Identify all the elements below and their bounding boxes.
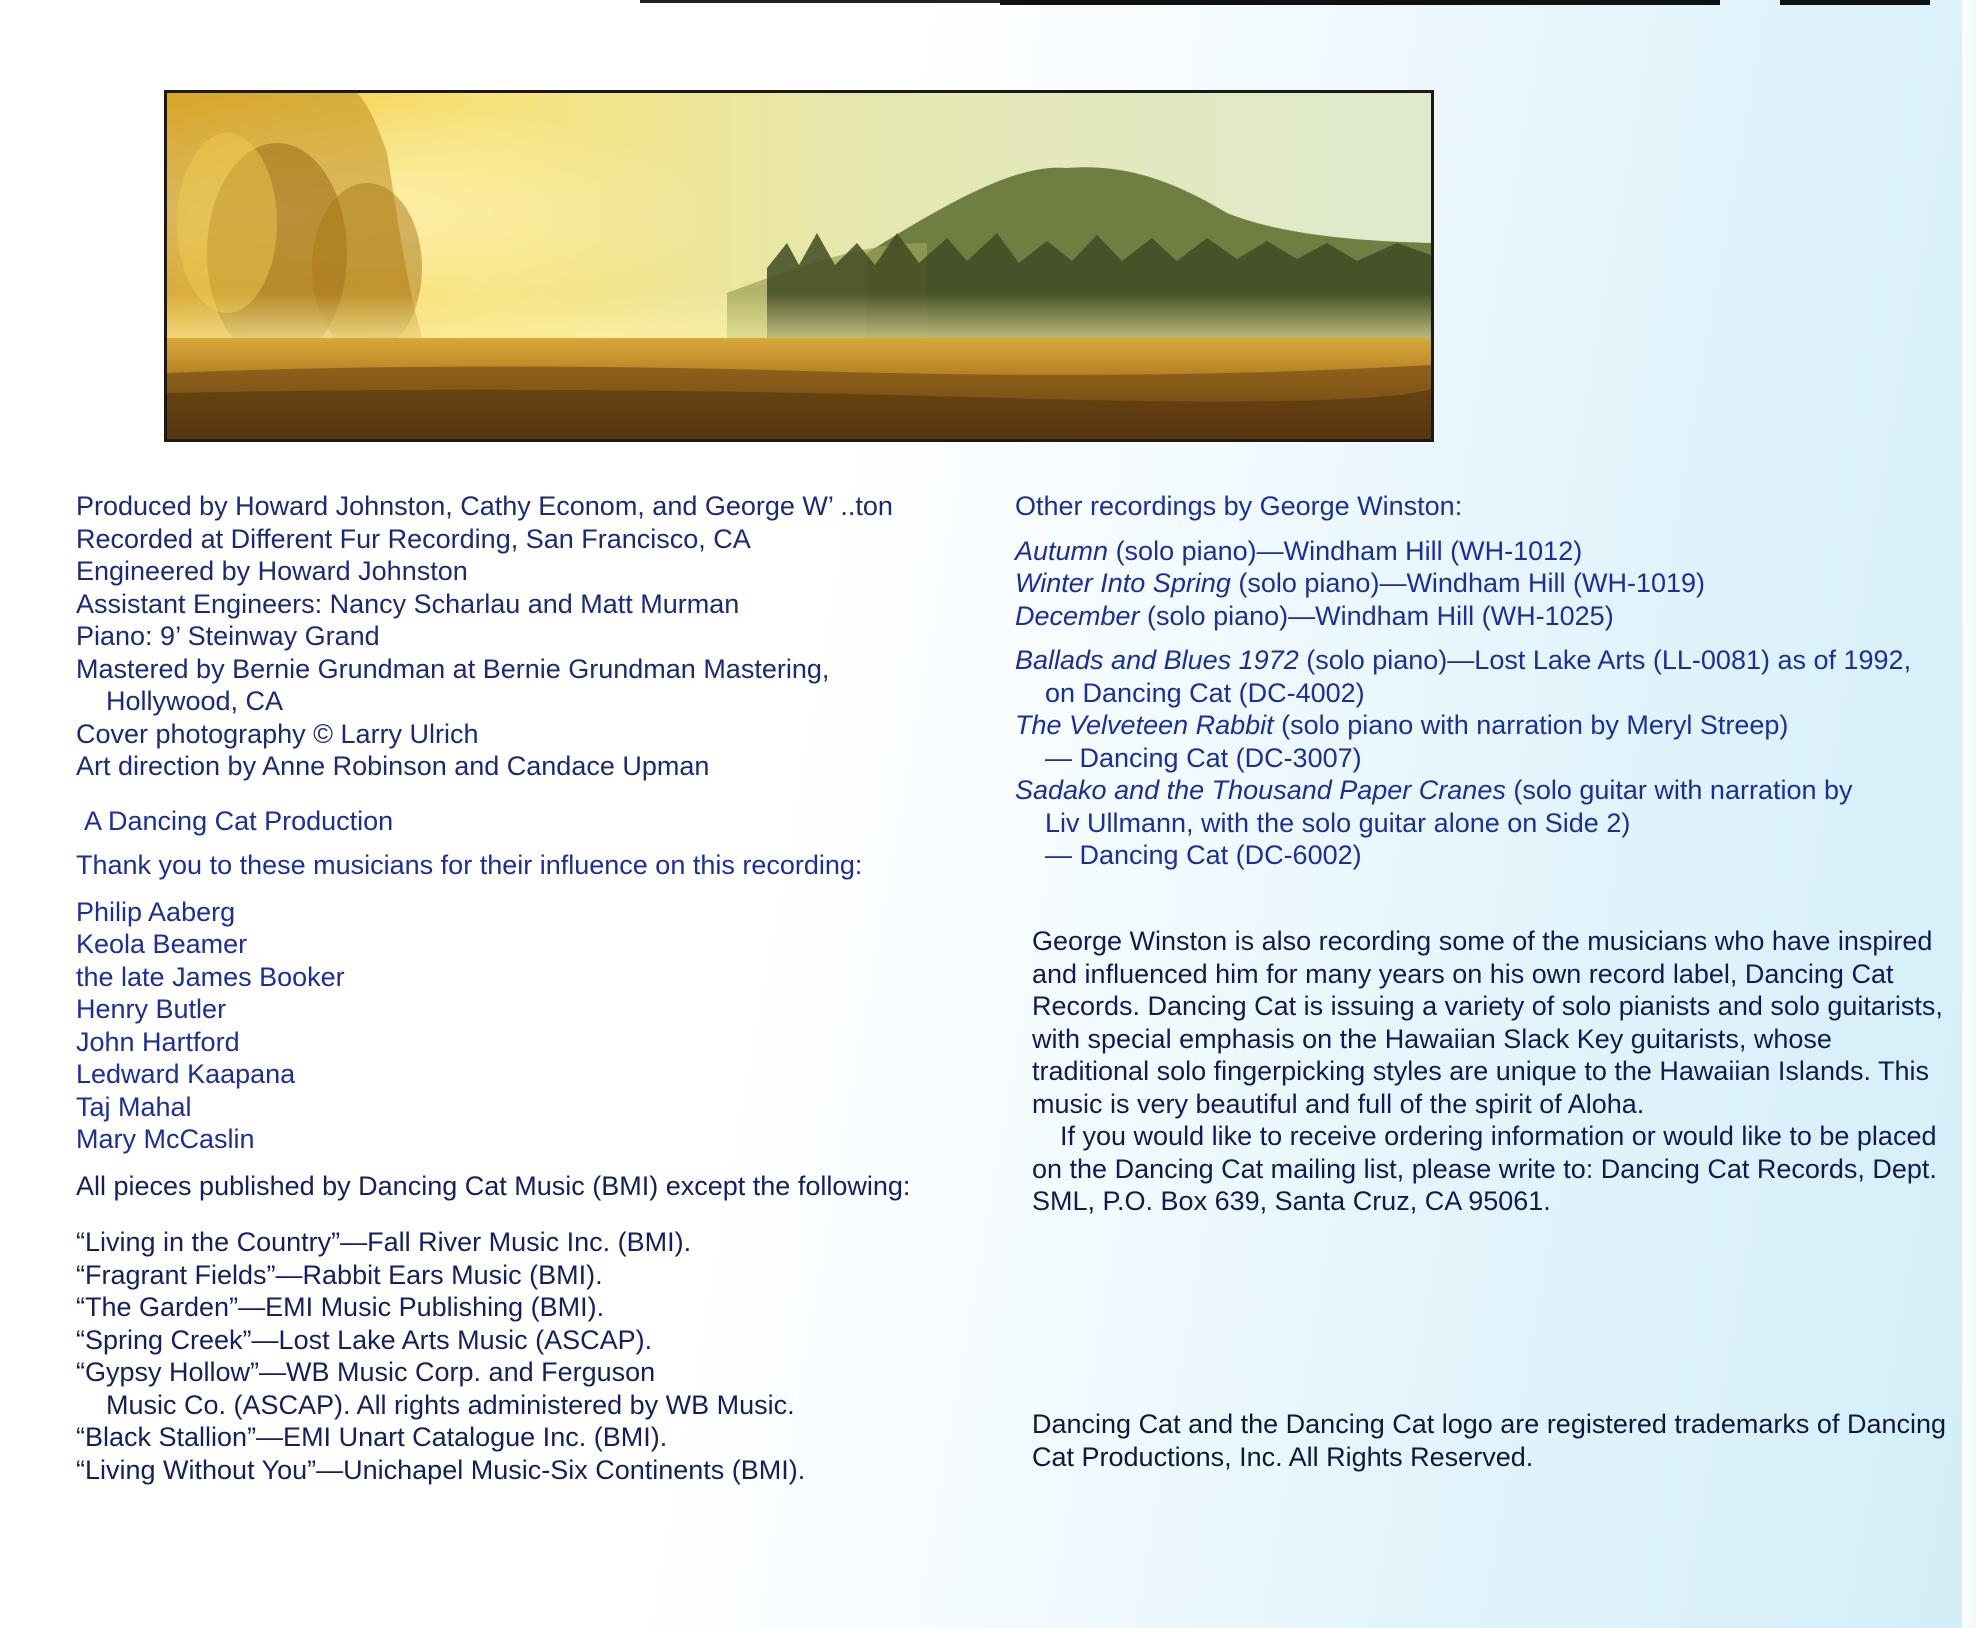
recording-item [1015, 600, 1945, 633]
credit-line: Recorded at Different Fur Recording, San Francisco, CA [76, 523, 751, 554]
publishing-line: Music Co. (ASCAP). All rights administered by WB Music. [106, 1389, 795, 1420]
about-paragraph: George Winston is also recording some of the musicians who have inspired and influenced him for many years on his own record label, Dancing Cat Records. Dancing Cat is issuing a variety of solo pianists and solo guitarists, with special emphasis on the Hawaiian Slack Key guitarists, whose traditional solo fingerpicking styles are unique to the Hawaiian Islands. This music is very beautiful and full of the spirit of Aloha. [1032, 926, 1943, 1119]
recording-details: (solo piano)—Windham Hill (WH-1019) [1230, 568, 1705, 598]
recordings-group-2 [1015, 644, 1945, 872]
publishing-line: “Living Without You”—Unichapel Music-Six Continents (BMI). [76, 1454, 806, 1485]
recording-item [1015, 709, 1945, 742]
musician-name: Taj Mahal [76, 1091, 192, 1122]
recordings-group-1 [1015, 535, 1945, 633]
recording-continuation: — Dancing Cat (DC-6002) [1045, 840, 1362, 870]
other-recordings-heading: Other recordings by George Winston: [1015, 491, 1463, 521]
production-label: A Dancing Cat Production [84, 805, 394, 836]
landscape-photo-icon [167, 93, 1431, 439]
recording-details: (solo piano)—Windham Hill (WH-1012) [1108, 535, 1583, 566]
scan-right-edge [1962, 0, 1976, 1628]
credits-column [76, 490, 1016, 1486]
credit-line: Engineered by Howard Johnston [76, 556, 468, 586]
credit-line: Assistant Engineers: Nancy Scharlau and Matt Murman [76, 588, 740, 619]
publishing-line: “The Garden”—EMI Music Publishing (BMI). [76, 1292, 605, 1322]
publishing-line: “Gypsy Hollow”—WB Music Corp. and Ferguson [76, 1357, 656, 1387]
musician-name: Philip Aaberg [76, 896, 236, 927]
recording-continuation: — Dancing Cat (DC-3007) [1045, 742, 1362, 773]
musician-name: John Hartford [76, 1026, 240, 1057]
musician-name: Ledward Kaapana [76, 1059, 296, 1089]
credit-line: Mastered by Bernie Grundman at Bernie Grundman Mastering, [76, 653, 830, 684]
recording-item [1015, 774, 1945, 807]
recording-continuation: on Dancing Cat (DC-4002) [1045, 677, 1365, 708]
publishing-line: “Living in the Country”—Fall River Music Inc. (BMI). [76, 1227, 692, 1257]
recording-item [1015, 644, 1945, 677]
credit-line: Art direction by Anne Robinson and Candace Upman [76, 751, 710, 781]
credit-line: Hollywood, CA [106, 686, 284, 716]
recording-item [1015, 535, 1945, 568]
scan-edge-line [1000, 0, 1720, 5]
publishing-intro: All pieces published by Dancing Cat Music (BMI) except the following: [76, 1170, 911, 1201]
recording-details: (solo guitar with narration by [1505, 775, 1853, 805]
musician-name: the late James Booker [76, 961, 345, 992]
landscape-photo [164, 90, 1434, 442]
musician-name: Henry Butler [76, 994, 227, 1024]
recording-title: Autumn [1015, 535, 1109, 566]
publishing-line: “Fragrant Fields”—Rabbit Ears Music (BMI). [76, 1259, 603, 1290]
recording-title: Ballads and Blues 1972 [1015, 645, 1299, 675]
credits-list [76, 490, 1016, 783]
recording-title: Sadako and the Thousand Paper Cranes [1015, 775, 1506, 805]
recording-details: (solo piano with narration by Meryl Streep) [1273, 710, 1789, 740]
musicians-list [76, 896, 1016, 1156]
publishing-line: “Black Stallion”—EMI Unart Catalogue Inc. (BMI). [76, 1422, 668, 1452]
recording-continuation: Liv Ullmann, with the solo guitar alone on Side 2) [1045, 807, 1631, 838]
musician-name: Keola Beamer [76, 929, 248, 959]
publishing-list [76, 1226, 1016, 1486]
credit-line: Produced by Howard Johnston, Cathy Econom, and George W’ ..ton [76, 491, 893, 521]
ordering-paragraph: If you would like to receive ordering information or would like to be placed on the Dancing Cat mailing list, please write to: Dancing Cat Records, Dept. SML, P.O. Box 639, Santa Cruz, CA 95061. [1032, 1121, 1937, 1216]
other-recordings-column [1015, 490, 1945, 872]
about-dancing-cat [1032, 925, 1952, 1218]
musician-name: Mary McCaslin [76, 1124, 255, 1154]
recording-title: The Velveteen Rabbit [1015, 710, 1274, 740]
credit-line: Piano: 9’ Steinway Grand [76, 621, 380, 651]
thanks-intro: Thank you to these musicians for their influence on this recording: [76, 850, 863, 880]
recording-details: (solo piano)—Lost Lake Arts (LL-0081) as of 1992, [1298, 645, 1912, 675]
publishing-line: “Spring Creek”—Lost Lake Arts Music (ASCAP). [76, 1324, 653, 1355]
trademark-notice: Dancing Cat and the Dancing Cat logo are registered trademarks of Dancing Cat Productions, Inc. All Rights Reserved. [1032, 1409, 1947, 1472]
credit-line: Cover photography © Larry Ulrich [76, 718, 479, 749]
scan-edge-line [1780, 0, 1930, 5]
recording-details: (solo piano)—Windham Hill (WH-1025) [1139, 600, 1614, 631]
recording-title: Winter Into Spring [1015, 568, 1231, 598]
recording-title: December [1015, 600, 1140, 631]
recording-item [1015, 567, 1945, 600]
